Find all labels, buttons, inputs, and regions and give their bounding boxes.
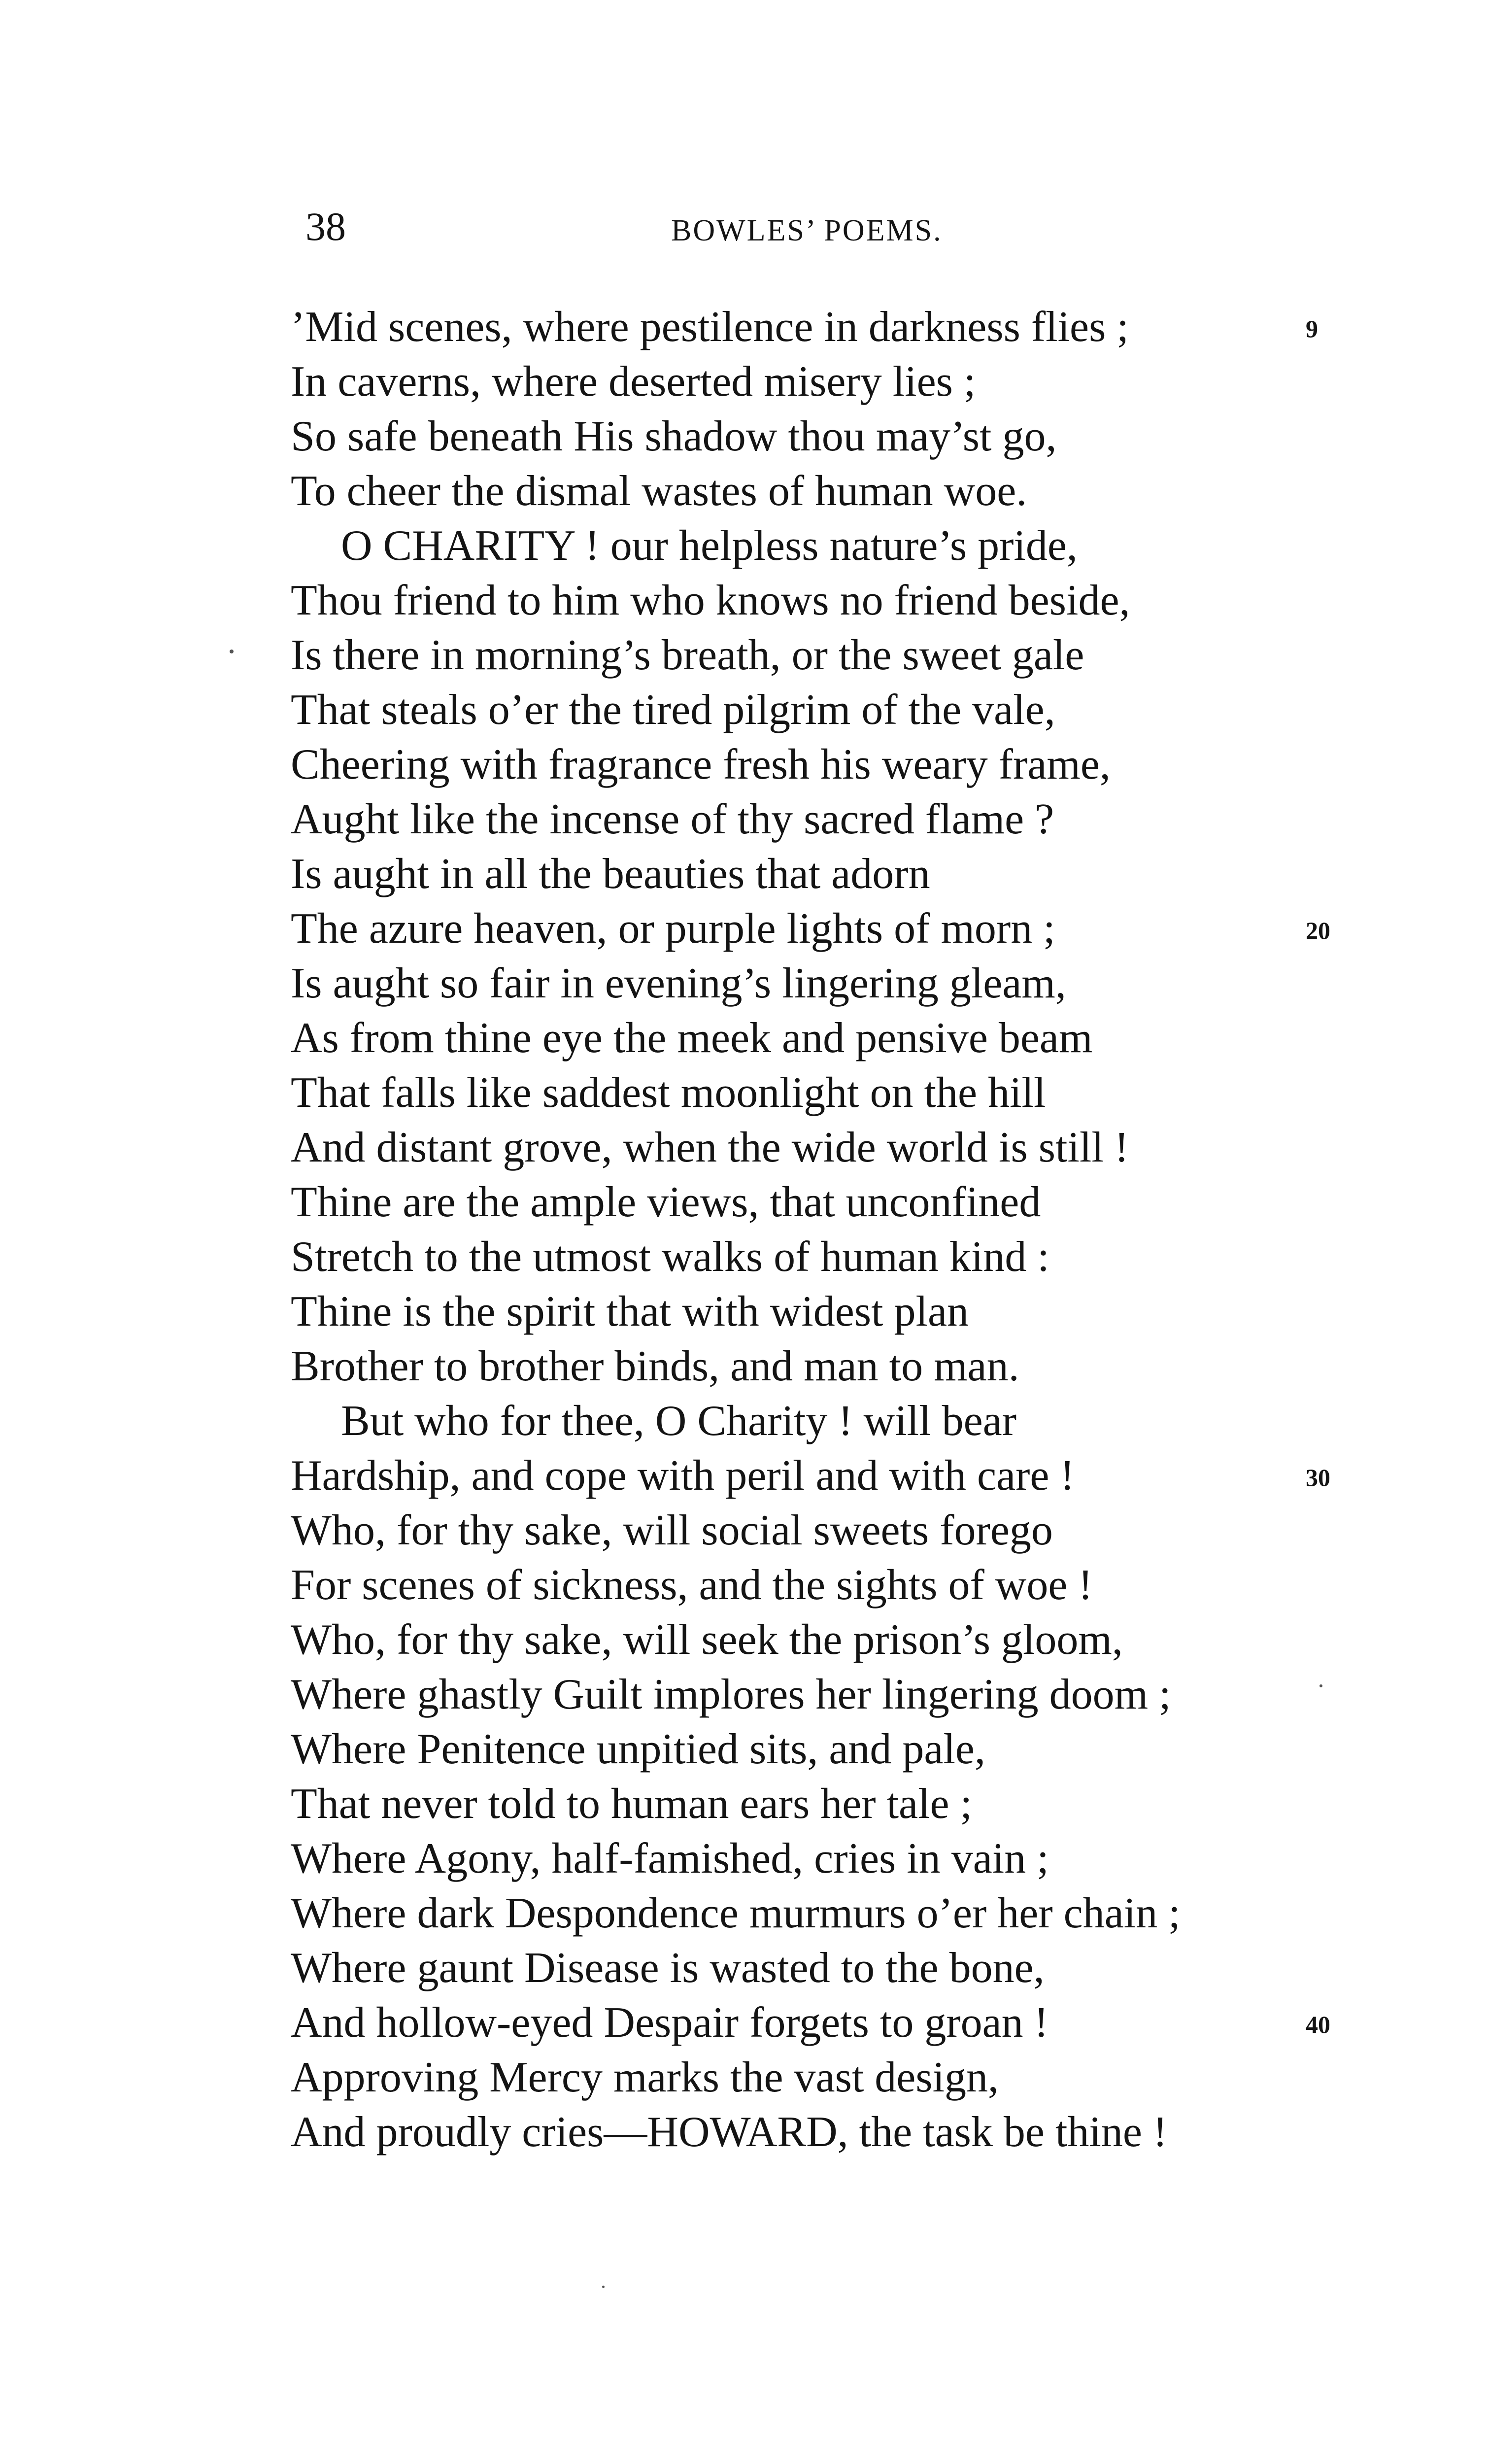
poem-line-text: But who for thee, O Charity ! will bear	[341, 1397, 1017, 1445]
poem-line	[291, 2050, 1355, 2105]
poem-line	[291, 464, 1355, 518]
poem-line	[291, 1503, 1355, 1558]
line-number: 30	[1306, 1464, 1330, 1491]
poem-line-text: Stretch to the utmost walks of human kind :	[291, 1233, 1049, 1281]
poem-line	[291, 573, 1355, 628]
poem-line-text: O CHARITY ! our helpless nature’s pride,	[341, 522, 1078, 570]
poem-line-text: That never told to human ears her tale ;	[291, 1780, 973, 1828]
line-number: 9	[1306, 315, 1318, 342]
poem-line	[291, 409, 1355, 464]
poem-line	[291, 1777, 1355, 1831]
poem-line-text: Brother to brother binds, and man to man.	[291, 1342, 1019, 1390]
poem-line-text: Is there in morning’s breath, or the sweet gale	[291, 631, 1084, 679]
poem-line	[291, 2105, 1355, 2159]
poem-line	[291, 683, 1355, 737]
poem-line	[291, 1120, 1355, 1175]
poem-line	[291, 1175, 1355, 1230]
poem-line	[291, 1667, 1355, 1722]
poem-line-text: Thou friend to him who knows no friend beside,	[291, 577, 1130, 624]
poem-line-text: Where Agony, half-famished, cries in vain ;	[291, 1835, 1049, 1882]
poem-line-text: Where Penitence unpitied sits, and pale,	[291, 1725, 985, 1773]
print-speck	[602, 2286, 605, 2288]
poem-line	[291, 1448, 1355, 1503]
poem-line-text: As from thine eye the meek and pensive beam	[291, 1014, 1093, 1062]
poem-line-text: Is aught in all the beauties that adorn	[291, 850, 930, 898]
line-number: 20	[1306, 917, 1330, 944]
poem-line-text: Is aught so fair in evening’s lingering gleam,	[291, 959, 1066, 1007]
poem-line	[291, 792, 1355, 847]
poem-line-text: Aught like the incense of thy sacred flame ?	[291, 795, 1054, 843]
poem-line-text: Who, for thy sake, will social sweets forego	[291, 1506, 1053, 1554]
poem-line-text: So safe beneath His shadow thou may’st go,	[291, 412, 1057, 460]
poem-line	[291, 1612, 1355, 1667]
poem-line	[291, 1065, 1355, 1120]
poem-line	[291, 956, 1355, 1011]
poem-line-text: Who, for thy sake, will seek the prison’s gloom,	[291, 1616, 1123, 1664]
line-number: 40	[1306, 2011, 1330, 2038]
poem-line-text: Where ghastly Guilt implores her lingering doom ;	[291, 1671, 1171, 1718]
poem-line-text: To cheer the dismal wastes of human woe.	[291, 467, 1027, 515]
print-speck	[1319, 1684, 1322, 1687]
poem-line	[291, 1722, 1355, 1777]
poem-line	[291, 1995, 1355, 2050]
poem-line-text: And distant grove, when the wide world is still !	[291, 1124, 1129, 1171]
poem-line-text: The azure heaven, or purple lights of morn ;	[291, 905, 1055, 953]
poem-line	[291, 1558, 1355, 1612]
poem-line	[291, 518, 1355, 573]
poem-line-text: Hardship, and cope with peril and with care !	[291, 1452, 1075, 1500]
poem-line-text: For scenes of sickness, and the sights of woe !	[291, 1561, 1093, 1609]
poem-line-text: Cheering with fragrance fresh his weary frame,	[291, 741, 1111, 788]
poem-line-text: Where gaunt Disease is wasted to the bone,	[291, 1944, 1045, 1992]
poem-line-text: In caverns, where deserted misery lies ;	[291, 358, 976, 406]
poem-line-text: Thine are the ample views, that unconfined	[291, 1178, 1041, 1226]
poem-line	[291, 901, 1355, 956]
poem-line	[291, 1886, 1355, 1941]
poem-line-text: And hollow-eyed Despair forgets to groan !	[291, 1999, 1048, 2047]
poem-line-text: Thine is the spirit that with widest plan	[291, 1288, 969, 1335]
print-speck	[230, 650, 234, 653]
poem-line	[291, 300, 1355, 354]
poem-line	[291, 1339, 1355, 1394]
poem-line-text: Approving Mercy marks the vast design,	[291, 2053, 999, 2101]
poem-line	[291, 737, 1355, 792]
poem-line-text: And proudly cries—HOWARD, the task be thine !	[291, 2108, 1168, 2156]
poem-line	[291, 1284, 1355, 1339]
poem-line	[291, 1230, 1355, 1284]
poem-line	[291, 628, 1355, 683]
poem-line	[291, 1394, 1355, 1448]
poem-line-text: ’Mid scenes, where pestilence in darkness flies ;	[291, 303, 1129, 351]
page-header	[0, 197, 1488, 256]
poem-line-text: That steals o’er the tired pilgrim of the vale,	[291, 686, 1055, 734]
poem-line	[291, 1011, 1355, 1065]
poem-line	[291, 1831, 1355, 1886]
poem-line	[291, 847, 1355, 901]
poem-line-text: That falls like saddest moonlight on the hill	[291, 1069, 1046, 1117]
poem-line	[291, 354, 1355, 409]
poem-text	[291, 300, 1355, 2159]
page-number: 38	[305, 204, 346, 249]
poem-line	[291, 1941, 1355, 1995]
poem-line-text: Where dark Despondence murmurs o’er her chain ;	[291, 1889, 1181, 1937]
running-head: BOWLES’ POEMS.	[671, 214, 943, 247]
